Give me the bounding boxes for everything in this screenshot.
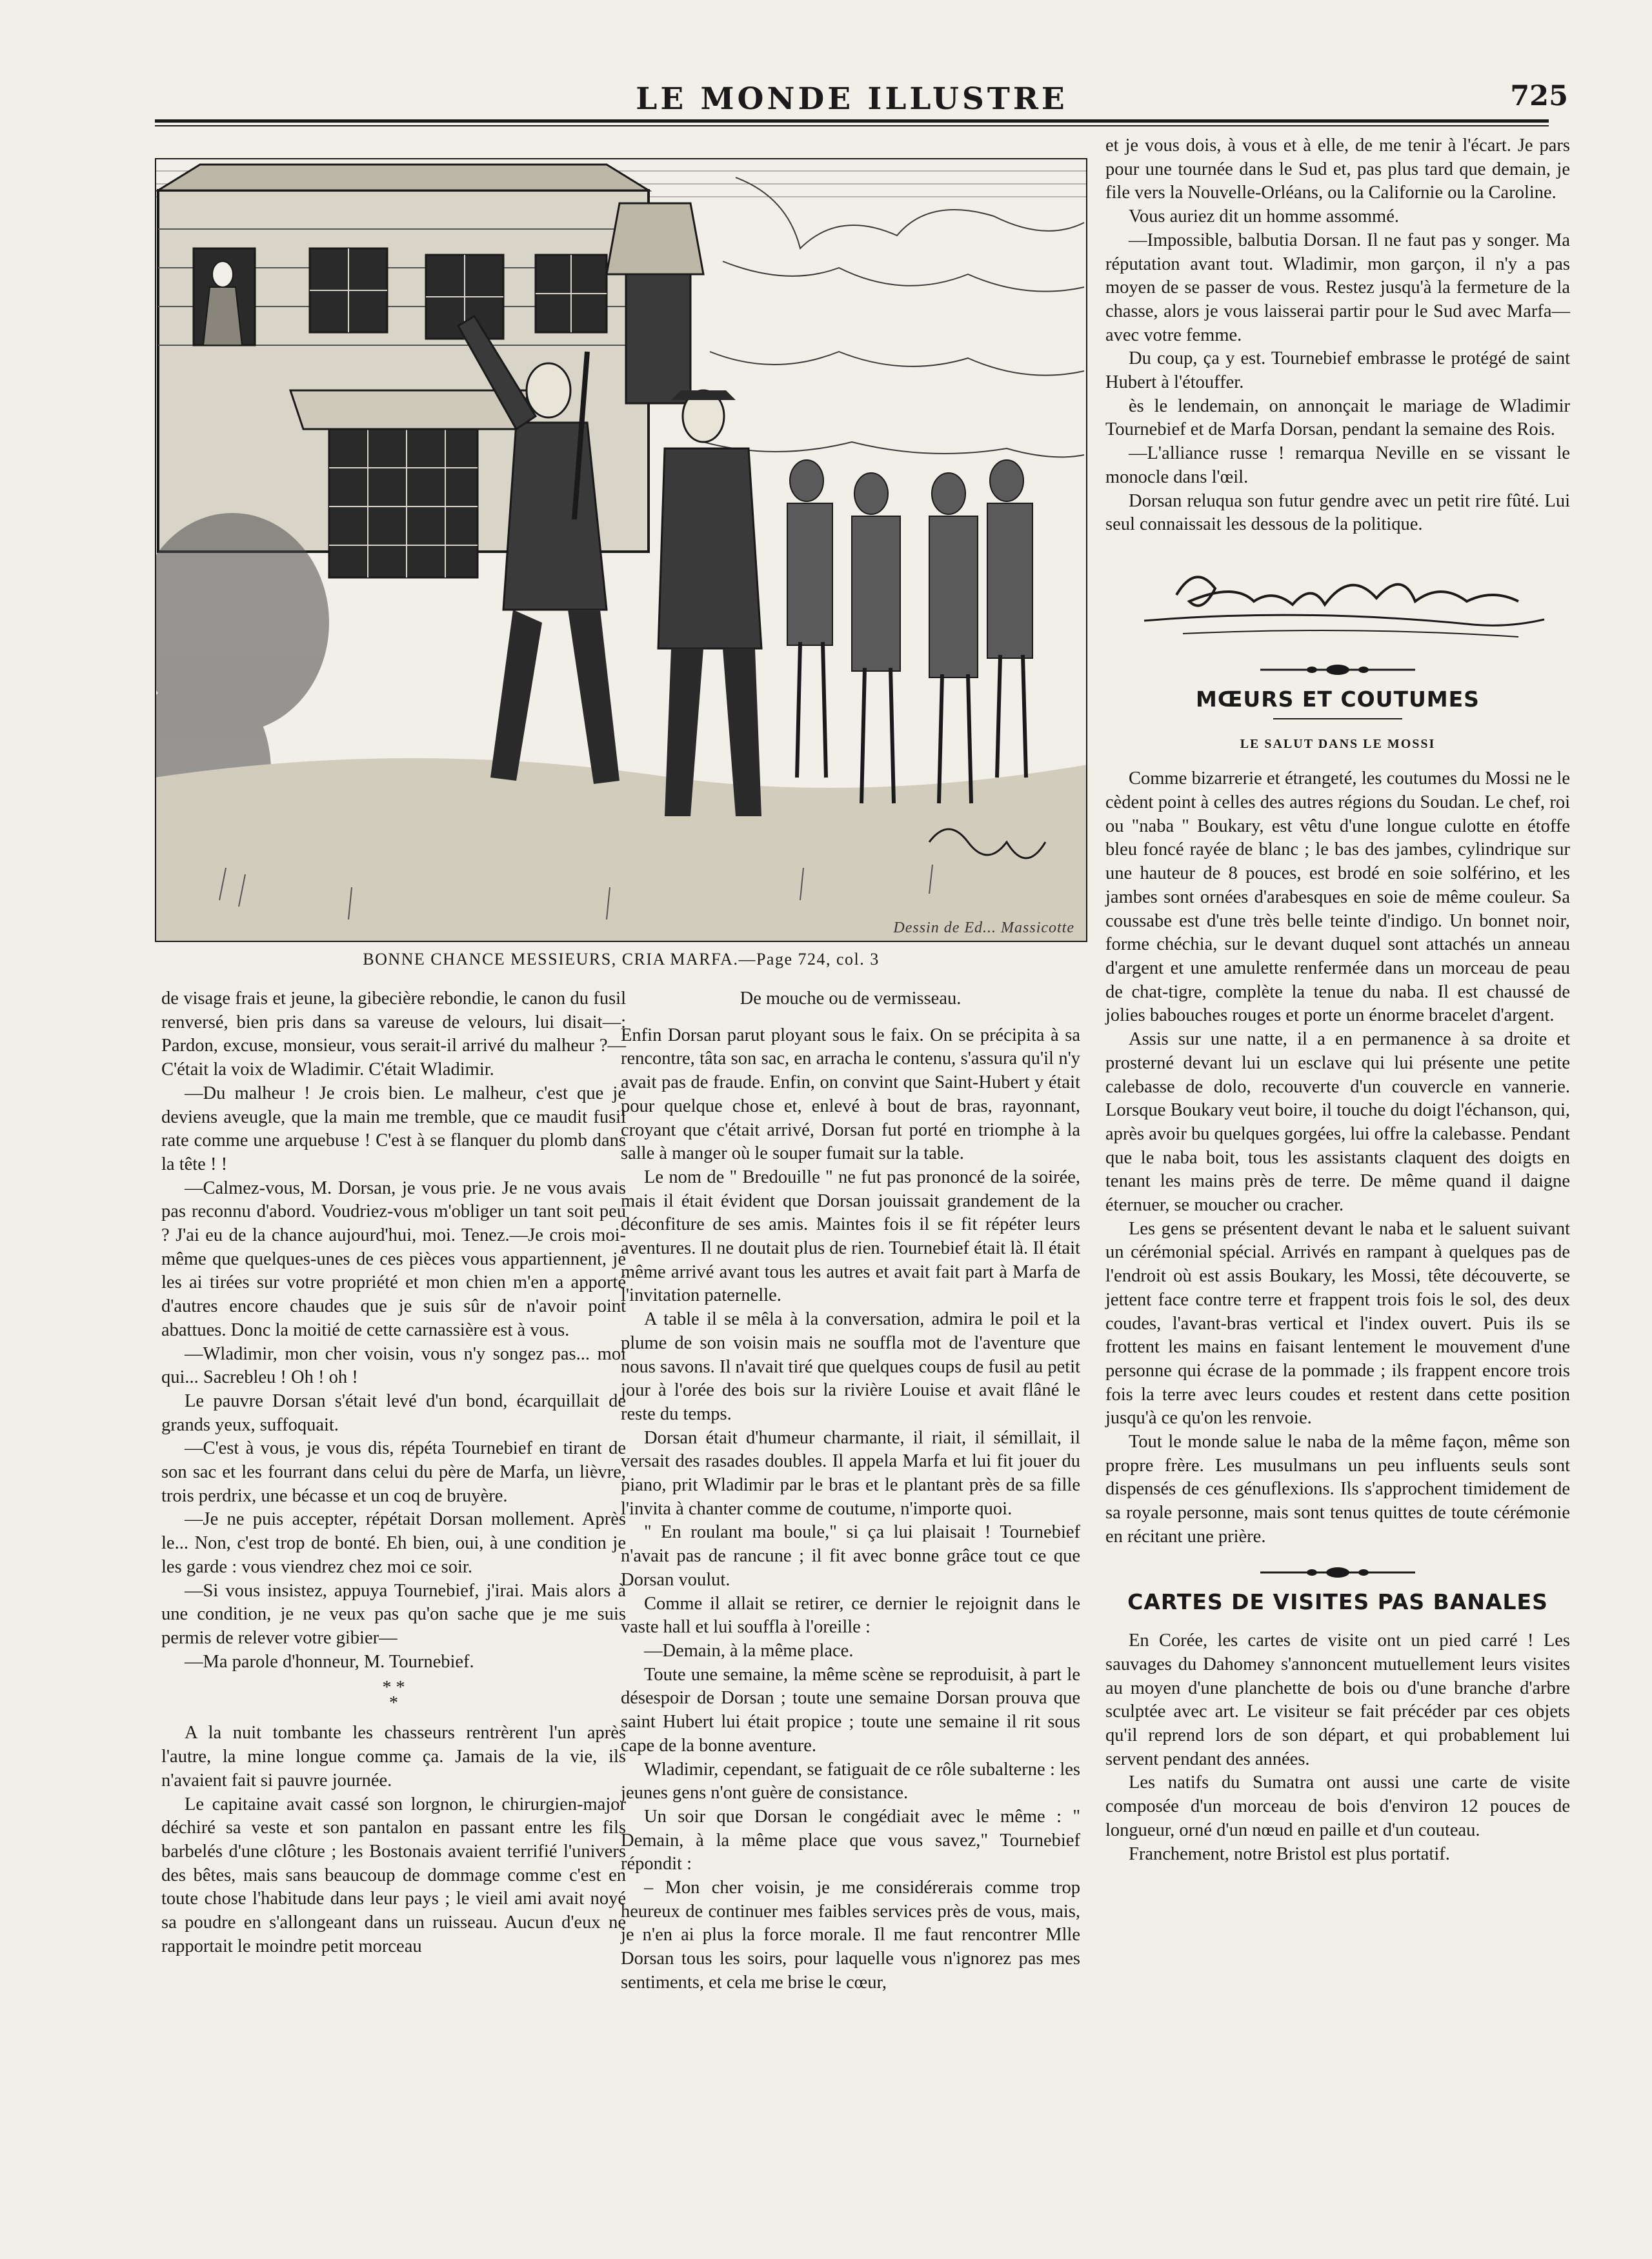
running-head: [155, 76, 1568, 121]
engraving-illustration: [155, 158, 1087, 942]
col3-paragraph: —Impossible, balbutia Dorsan. Il ne faut pas y songer. Ma réputation avant tout. Wladimir, mon garçon, il n'y a pas moyen de se passer de vous. Restez jusqu'à la fermeture de la chasse, alors je vous laisserai partir pour le Sud avec Marfa—avec votre femme.: [1105, 230, 1570, 345]
column-1: [161, 987, 626, 1958]
column-2: [621, 987, 1080, 1995]
divider-ornament: [1105, 657, 1570, 683]
col1-paragraph: —Ma parole d'honneur, M. Tournebief.: [185, 1651, 474, 1672]
col3-paragraph: En Corée, les cartes de visite ont un pied carré ! Les sauvages du Dahomey s'annoncent mutuellement leurs visites au moyen d'une planchette de bois ou d'une branche d'arbre sculptée avec art. Le visiteur se fait précéder par ces objets qu'il reprend lors de son départ, et qui probablement lui servent pendant des années.: [1105, 1631, 1570, 1769]
journal-title: LE MONDE ILLUSTRE: [636, 81, 1068, 117]
col1-paragraph: —C'est à vous, je vous dis, répéta Tournebief en tirant de son sac et les fourrant dans celui du père de Marfa, un lièvre, trois perdrix, une bécasse et un coq de bruyère.: [161, 1438, 626, 1506]
page-number: 725: [1510, 80, 1568, 112]
col1-paragraph: —Du malheur ! Je crois bien. Le malheur, c'est que je deviens aveugle, que la main me tremble, que ce maudit fusil rate comme une arquebuse ! C'est à se flanquer du plomb dans la tête ! !: [161, 1083, 626, 1174]
col3-paragraph: —L'alliance russe ! remarqua Neville en se vissant le monocle dans l'œil.: [1105, 443, 1570, 487]
col3-paragraph: ès le lendemain, on annonçait le mariage de Wladimir Tournebief et de Marfa Dorsan, pendant la semaine des Rois.: [1105, 396, 1570, 440]
col2-paragraph: Un soir que Dorsan le congédiait avec le même : " Demain, à la même place que vous savez," Tournebief répondit :: [621, 1806, 1080, 1874]
col2-paragraph: Le nom de " Bredouille " ne fut pas prononcé de la soirée, mais il était évident que Dorsan jouissait grandement de la déconfiture de ses amis. Maintes fois il se fit répéter leurs aventures. Il ne doutait plus de rien. Tournebief était là. Il était même arrivé avant tous les autres et avait fait part à Marfa de l'invitation paternelle.: [621, 1167, 1080, 1306]
asterism-glyphs: * * *: [382, 1678, 405, 1714]
asterism-separator: [161, 1678, 626, 1714]
author-signature: [1105, 543, 1570, 653]
artist-credit: Dessin de Ed... Massicotte: [893, 919, 1074, 936]
verse-line: De mouche ou de vermisseau.: [740, 989, 962, 1009]
col2-paragraph: – Mon cher voisin, je me considérerais comme trop heureux de continuer mes faibles services près de vous, mais, je n'en ai plus la force morale. Il me faut rencontrer Mlle Dorsan tous les soirs, pour laquelle vous n'ignorez pas mes sentiments, et cela me brise le cœur,: [621, 1878, 1080, 1993]
col2-paragraph: Toute une semaine, la même scène se reproduisit, à part le désespoir de Dorsan ; toute une semaine Dorsan prouva que saint Hubert lui était propice ; toute une semaine il rit sous cape de la bonne aventure.: [621, 1664, 1080, 1756]
hunters-scene-drawing: [155, 158, 1087, 942]
col2-paragraph: Dorsan était d'humeur charmante, il riait, il sémillait, il versait des rasades doubles. Il appela Marfa et lui fit jouer du piano, prit Wladimir par le bras et le plantant près de sa fille l'invita à chanter comme de coutume, n'importe quoi.: [621, 1427, 1080, 1519]
ornamental-divider: [1105, 657, 1570, 683]
ornamental-divider: [1105, 1560, 1570, 1585]
col3-paragraph: et je vous dois, à vous et à elle, de me tenir à l'écart. Je pars pour une tournée dans le Sud et, pas plus tard que demain, je file vers la Nouvelle-Orléans, ou la Californie ou la Caroline.: [1105, 136, 1570, 203]
section-title-moeurs: MŒURS ET COUTUMES: [1196, 686, 1480, 712]
col2-paragraph: A table il se mêla à la conversation, admira le poil et la plume de son voisin mais ne souffla mot de l'aventure que nous savons. Il n'avait tiré que quelques coups de fusil au petit jour à l'orée des bois sur la rivière Louise et avait flâné le reste du temps.: [621, 1309, 1080, 1424]
section-subtitle-salut: LE SALUT DANS LE MOSSI: [1240, 736, 1436, 751]
column-3: [1105, 134, 1570, 1866]
col1-paragraph: —Si vous insistez, appuya Tournebief, j'irai. Mais alors à une condition, je ne veux pas qu'on sache que je me suis permis de relever votre gibier—: [161, 1580, 626, 1648]
col1-paragraph: —Je ne puis accepter, répétait Dorsan mollement. Après le... Non, c'est trop de bonté. Eh bien, oui, à une condition je les garde : vous viendrez chez moi ce soir.: [161, 1509, 626, 1577]
col2-paragraph: Wladimir, cependant, se fatiguait de ce rôle subalterne : les jeunes gens n'ont guère de consistance.: [621, 1759, 1080, 1803]
col1-paragraph: de visage frais et jeune, la gibecière rebondie, le canon du fusil renversé, bien pris dans sa vareuse de velours, lui disait—: Pardon, excuse, monsieur, vous serait-il arrivé du malheur ?—C'était la voix de Wladimir. C'était Wladimir.: [161, 989, 626, 1080]
col2-paragraph: —Demain, à la même place.: [644, 1640, 854, 1661]
section-rule: [1273, 718, 1402, 719]
col3-paragraph: Comme bizarrerie et étrangeté, les coutumes du Mossi ne le cèdent point à celles des autres régions du Soudan. Le chef, roi ou "naba " Boukary, est vêtu d'une longue culotte en étoffe bleu foncé rayée de blanc ; le bas des jambes, cylindrique sur une hauteur de 8 pouces, est brodé en soie solférino, et les jambes sont ornées d'arabesques en soie de même couleur. Sa coussabe est d'une très belle teinte d'indigo. Un bonnet noir, forme chéchia, sur le devant duquel sont attachés un anneau d'argent et une amulette renfermée dans un morceau de peau de chat-tigre, complète la tenue du naba. Il est chaussé de jolies babouches rouges et porte un énorme bracelet d'argent.: [1105, 768, 1570, 1026]
col2-paragraph: Enfin Dorsan parut ployant sous le faix. On se précipita à sa rencontre, tâta son sac, en arracha le contenu, s'assura qu'il n'y avait pas de fraude. Enfin, on convint que Saint-Hubert y était pour quelque chose et, enlevé à bout de bras, rayonnant, croyant que c'était arrivé, Dorsan fut porté en triomphe à la salle à manger où le souper fumait sur la table.: [621, 1025, 1080, 1164]
divider-ornament: [1105, 1560, 1570, 1585]
section-title-cartes: CARTES DE VISITES PAS BANALES: [1127, 1589, 1548, 1614]
col1-paragraph: Le capitaine avait cassé son lorgnon, le chirurgien-major déchiré sa veste et son pantalon en passant entre les fils barbelés d'une clôture ; les Bostonais avaient terrifié l'univers des bêtes, mais sans beaucoup de dommage comme c'est en toute chose l'habitude dans leur pays ; le vieil ami avait noyé sa poudre en s'allongeant dans un ruisseau. Aucun d'eux ne rapportait le moindre petit morceau: [161, 1794, 626, 1956]
illustration-caption: BONNE CHANCE MESSIEURS, CRIA MARFA.—Page 724, col. 3: [363, 950, 880, 969]
col2-paragraph: Comme il allait se retirer, ce dernier le rejoignit dans le vaste hall et lui souffla à l'oreille :: [621, 1593, 1080, 1638]
header-rule-thin: [155, 125, 1549, 126]
col1-paragraph: —Wladimir, mon cher voisin, vous n'y songez pas... moi qui... Sacrebleu ! Oh ! oh !: [161, 1343, 626, 1388]
signature-flourish: [1105, 543, 1570, 653]
col3-paragraph: Du coup, ça y est. Tournebief embrasse le protégé de saint Hubert à l'étouffer.: [1105, 348, 1570, 393]
col3-paragraph: Vous auriez dit un homme assommé.: [1129, 206, 1399, 227]
col1-paragraph: A la nuit tombante les chasseurs rentrèrent l'un après l'autre, la mine longue comme ça. Jamais de la vie, ils n'avaient fait si pauvre journée.: [161, 1723, 626, 1791]
col1-paragraph: Le pauvre Dorsan s'était levé d'un bond, écarquillait de grands yeux, suffoquait.: [161, 1391, 626, 1435]
col3-paragraph: Tout le monde salue le naba de la même façon, même son propre frère. Les musulmans un peu influents seuls sont dispensés de ces génuflexions. Ils s'approchent timidement de sa royale personne, mais sont tenus quittes de toute cérémonie en récitant une prière.: [1105, 1432, 1570, 1547]
col3-paragraph: Les gens se présentent devant le naba et le saluent suivant un cérémonial spécial. Arrivés en rampant à quelques pas de l'endroit où est assis Boukary, les Mossi, tête découverte, se jettent face contre terre et frappent trois fois le sol, des deux coudes, l'avant-bras vertical et l'index ouvert. Puis ils se frottent les mains en faisant lentement le mouvement d'une personne qui écrase de la pommade ; ils frappent encore trois fois la terre avec leurs coudes et restent dans cette position jusqu'à ce qu'on les renvoie.: [1105, 1218, 1570, 1429]
col1-paragraph: —Calmez-vous, M. Dorsan, je vous prie. Je ne vous avais pas reconnu d'abord. Voudriez-vous m'obliger un tant soit peu ? J'ai eu de la chance aujourd'hui, moi. Tenez.—Je crois moi-même que quelques-unes de ces pièces vous appartiennent, je les ai tirées sur votre propriété et mon chien m'en a apporté d'autres encore chaudes que je suis sûr de n'avoir point abattues. Donc la moitié de cette carnassière est à vous.: [161, 1178, 626, 1340]
header-rule-thick: [155, 119, 1549, 123]
col3-paragraph: Les natifs du Sumatra ont aussi une carte de visite composée d'un morceau de bois d'environ 12 pouces de longueur, orné d'un nœud en paille et d'un couteau.: [1105, 1772, 1570, 1840]
col3-paragraph: Assis sur une natte, il a en permanence à sa droite et prosterné devant lui un esclave qui lui présente une petite calebasse de dolo, recouverte d'un couvercle en vannerie. Lorsque Boukary veut boire, il touche du doigt l'échanson, qui, après avoir bu quelques gorgées, lui offre la calebasse. Pendant que le naba boit, tous les assistants claquent des doigts en tenant les mains près de terre. De même quand il daigne éternuer, se moucher ou cracher.: [1105, 1029, 1570, 1216]
col3-paragraph: Franchement, notre Bristol est plus portatif.: [1129, 1843, 1450, 1864]
col2-paragraph: " En roulant ma boule," si ça lui plaisait ! Tournebief n'avait pas de rancune ; il fit avec bonne grâce tout ce que Dorsan voulut.: [621, 1522, 1080, 1590]
col3-paragraph: Dorsan reluqua son futur gendre avec un petit rire fûté. Lui seul connaissait les dessous de la politique.: [1105, 490, 1570, 535]
